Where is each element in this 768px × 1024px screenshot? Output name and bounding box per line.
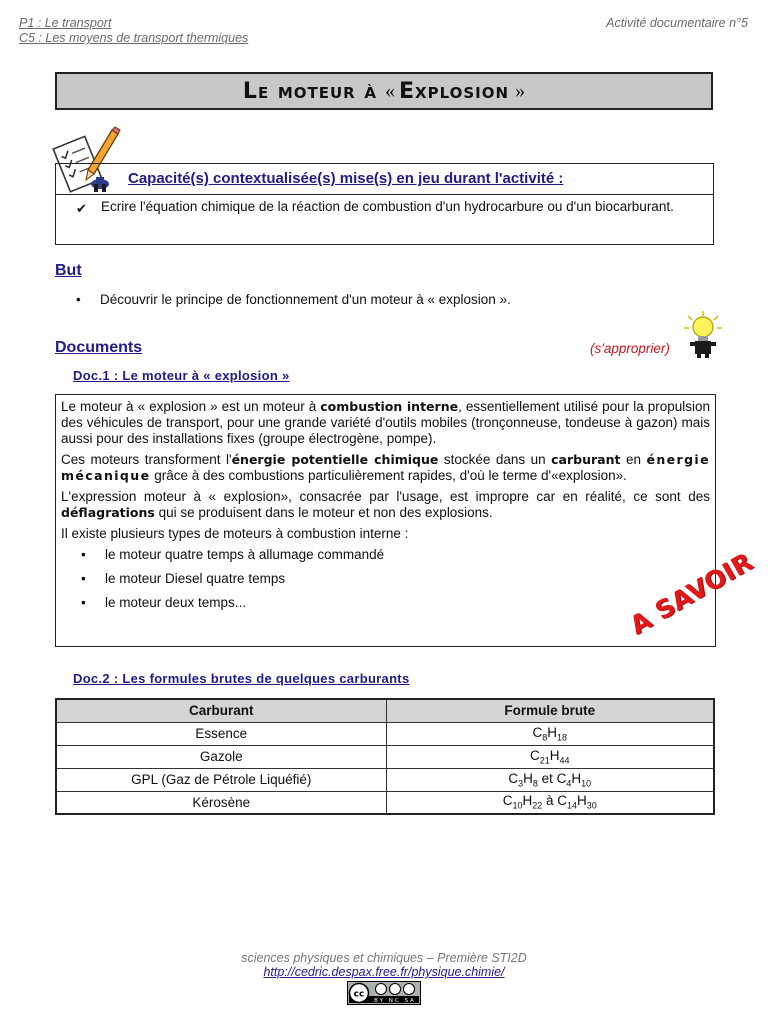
doc1-p2-text-end: grâce à des combustions particulièrement rapides, d'où le terme d'«explosion». <box>150 468 627 483</box>
formula-index: 21 <box>539 755 550 766</box>
doc1-p1-text: Le moteur à « explosion » est un moteur à <box>61 399 321 414</box>
doc1-p2-bold-2: carburant <box>551 452 621 467</box>
formula-symbol: C <box>529 747 540 763</box>
lightbulb-icon <box>682 310 724 358</box>
list-item: • le moteur quatre temps à allumage commandé <box>61 547 710 563</box>
cell-formule <box>386 722 714 745</box>
doc1-p2-text-2: stockée dans un <box>438 452 552 467</box>
doc1-p1-bold: combustion interne <box>320 399 459 414</box>
title-quote-word: Explosion <box>399 78 510 104</box>
page-title <box>55 72 713 110</box>
header-unit: P1 : Le transport <box>19 16 112 30</box>
check-icon: ✔ <box>76 201 87 216</box>
footer-subject: sciences physiques et chimiques – Première STI2D <box>241 951 527 965</box>
formula-symbol: C <box>532 724 543 740</box>
cc-text: cc <box>353 989 365 1000</box>
cell-carburant: Kérosène <box>56 791 386 814</box>
table-header-row <box>56 699 714 722</box>
formula-index: 4 <box>566 778 572 789</box>
doc1-paragraph-1 <box>61 399 710 447</box>
formula-index: 18 <box>557 732 568 743</box>
cell-carburant: Gazole <box>56 745 386 768</box>
doc1-p1-text-end: , essentiellement utilisé pour la propulsion des véhicules de transport, pour une grande variété d'outils mobiles (tronçonneuse, tondeuse à gazon) mais aussi pour des installations fixes (groupe électrogène, pompe). <box>61 399 711 446</box>
list-item: • le moteur Diesel quatre temps <box>61 571 710 587</box>
doc1-box <box>55 394 716 647</box>
table-row <box>56 768 714 791</box>
cell-carburant: Essence <box>56 722 386 745</box>
documents-heading: Documents <box>55 339 143 356</box>
capacites-separator <box>56 194 713 195</box>
formula-symbol: H <box>577 793 587 809</box>
cell-carburant: GPL (Gaz de Pétrole Liquéfié) <box>56 768 386 791</box>
formula-index: 8 <box>542 732 548 743</box>
skill-label: (s'approprier) <box>590 341 670 356</box>
formula-index: 10 <box>581 778 592 789</box>
doc1-p3-bold: déflagrations <box>61 505 155 520</box>
engine-types-list <box>61 547 710 611</box>
doc1-paragraph-4: Il existe plusieurs types de moteurs à combustion interne : <box>61 526 409 541</box>
doc2-title: Doc.2 : Les formules brutes de quelques carburants <box>73 671 410 686</box>
header-chapter: C5 : Les moyens de transport thermiques <box>19 31 249 45</box>
formula-symbol: H <box>547 724 557 740</box>
header-formule: Formule brute <box>386 699 714 722</box>
formula-symbol: C <box>508 770 519 786</box>
doc1-p2-bold-3: énergie mécanique <box>61 452 710 483</box>
header-left <box>19 16 248 46</box>
creative-commons-license-icon[interactable] <box>347 981 421 1005</box>
title-quote-close: » <box>515 79 526 102</box>
doc1-title: Doc.1 : Le moteur à « explosion » <box>73 368 290 383</box>
formula-symbol: H <box>522 793 533 809</box>
formula-index: 22 <box>532 801 543 812</box>
formula-symbol: C <box>557 793 567 809</box>
table-row <box>56 722 714 745</box>
table-row <box>56 791 714 814</box>
license-text: BY NC SA <box>374 998 416 1004</box>
fuel-formula-table <box>55 698 715 815</box>
but-heading: But <box>55 262 82 279</box>
formula-index: 44 <box>559 755 570 766</box>
title-quote-open: « <box>385 79 396 102</box>
doc1-paragraph-2 <box>61 452 710 484</box>
doc1-p3-text-end: qui se produisent dans le moteur et non des explosions. <box>154 505 493 520</box>
formula-index: 8 <box>532 778 538 789</box>
footer-link-line <box>0 965 768 979</box>
capacites-item: Ecrire l'équation chimique de la réaction de combustion d'un hydrocarbure ou d'un biocarburant. <box>101 199 674 214</box>
formula-symbol: H <box>571 770 582 786</box>
formula-index: 10 <box>512 801 523 812</box>
capacites-box <box>55 163 714 245</box>
header-activity: Activité documentaire n°5 <box>606 16 748 30</box>
formula-symbol: C <box>502 793 513 809</box>
doc1-p2-text-3: en <box>620 452 647 467</box>
doc1-p2-bold-1: énergie potentielle chimique <box>231 452 439 467</box>
cell-formule <box>386 745 714 768</box>
a-savoir-stamp: A SAVOIR <box>625 546 758 641</box>
header-carburant: Carburant <box>56 699 386 722</box>
site-link[interactable]: http://cedric.despax.free.fr/physique.chimie/ <box>263 965 505 979</box>
formula-symbol: C <box>556 770 567 786</box>
list-item: • le moteur deux temps... <box>61 595 710 611</box>
doc1-paragraph-3 <box>61 489 710 521</box>
cell-formule <box>386 768 714 791</box>
formula-symbol: H <box>523 770 533 786</box>
bullet-icon: • <box>76 292 81 307</box>
formula-index: 14 <box>567 801 578 812</box>
formula-index: 3 <box>518 778 524 789</box>
doc1-p3-text: L'expression moteur à « explosion», consacrée par l'usage, est impropre car en réalité, ce sont des <box>61 489 710 504</box>
formula-symbol: et <box>537 770 557 786</box>
table-row <box>56 745 714 768</box>
capacites-heading: Capacité(s) contextualisée(s) mise(s) en jeu durant l'activité : <box>128 170 564 187</box>
table-body <box>56 722 714 814</box>
cell-formule <box>386 791 714 814</box>
title-main: Le moteur à <box>242 78 378 104</box>
formula-symbol: à <box>542 793 558 809</box>
but-item: Découvrir le principe de fonctionnement d'un moteur à « explosion ». <box>100 292 511 307</box>
formula-index: 30 <box>586 801 597 812</box>
formula-symbol: H <box>549 747 560 763</box>
doc1-p2-text: Ces moteurs transforment l' <box>61 452 232 467</box>
